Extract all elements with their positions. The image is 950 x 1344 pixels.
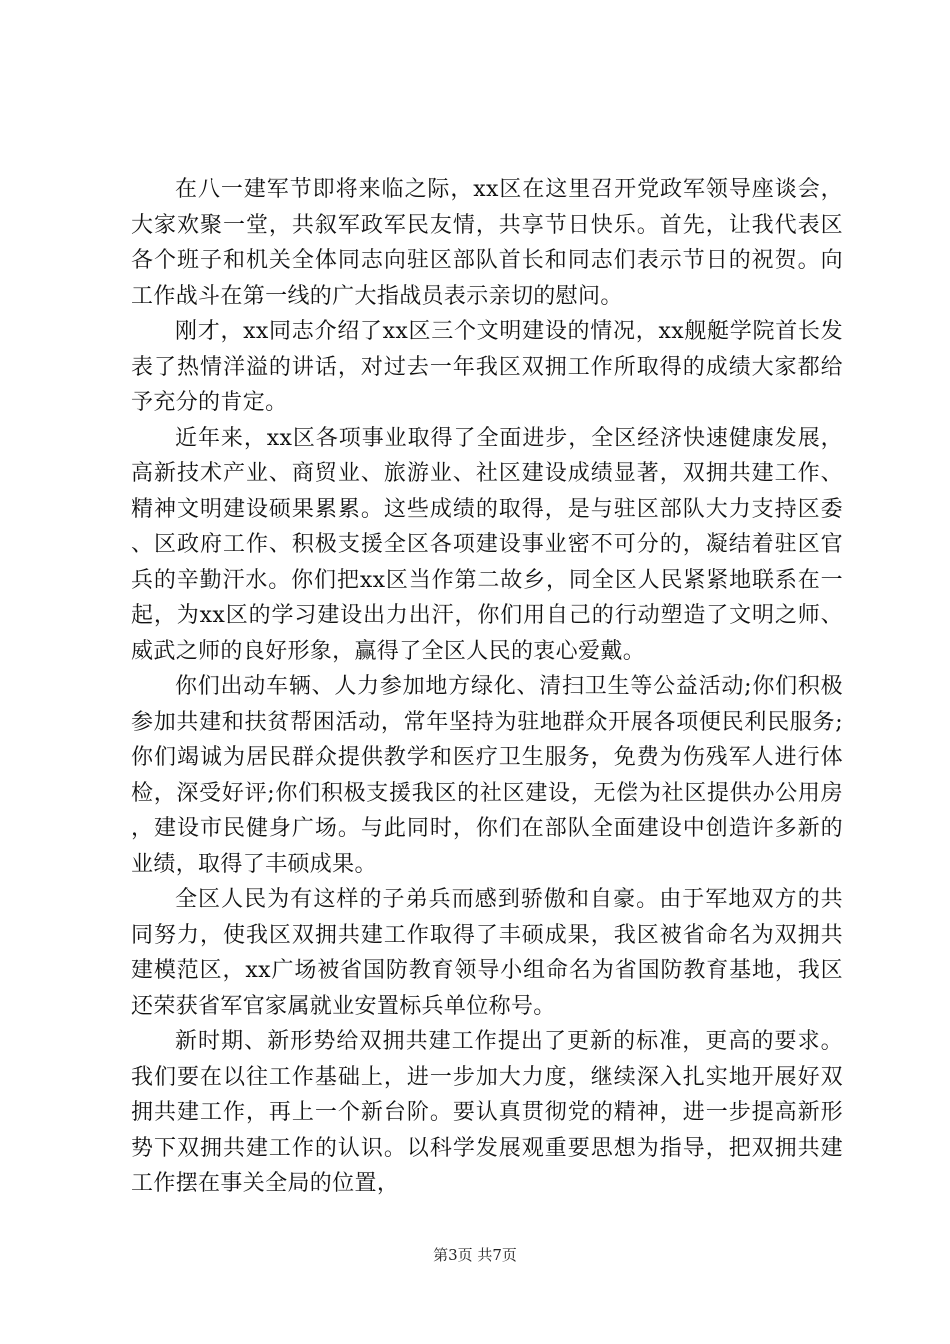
paragraph-5: 全区人民为有这样的子弟兵而感到骄傲和自豪。由于军地双方的共同努力，使我区双拥共建工作取得了丰硕成果，我区被省命名为双拥共建模范区，xx广场被省国防教育领导小组命名为省国防教育基地，我区还荣获省军官家属就业安置标兵单位称号。 [131, 887, 843, 1019]
paragraph-2: 刚才，xx同志介绍了xx区三个文明建设的情况，xx舰艇学院首长发表了热情洋溢的讲话，对过去一年我区双拥工作所取得的成绩大家都给予充分的肯定。 [131, 319, 843, 415]
paragraph-3: 近年来，xx区各项事业取得了全面进步，全区经济快速健康发展，高新技术产业、商贸业、旅游业、社区建设成绩显著，双拥共建工作、精神文明建设硕果累累。这些成绩的取得，是与驻区部队大力支持区委、区政府工作、积极支援全区各项建设事业密不可分的，凝结着驻区官兵的辛勤汗水。你们把xx区当作第二故乡，同全区人民紧紧地联系在一起，为xx区的学习建设出力出汗，你们用自己的行动塑造了文明之师、威武之师的良好形象，赢得了全区人民的衷心爱戴。 [131, 425, 843, 664]
paragraph-1: 在八一建军节即将来临之际，xx区在这里召开党政军领导座谈会，大家欢聚一堂，共叙军政军民友情，共享节日快乐。首先，让我代表区各个班子和机关全体同志向驻区部队首长和同志们表示节日的祝贺。向工作战斗在第一线的广大指战员表示亲切的慰问。 [131, 177, 843, 309]
paragraph-6: 新时期、新形势给双拥共建工作提出了更新的标准，更高的要求。我们要在以往工作基础上，进一步加大力度，继续深入扎实地开展好双拥共建工作，再上一个新台阶。要认真贯彻党的精神，进一步提高新形势下双拥共建工作的认识。以科学发展观重要思想为指导，把双拥共建工作摆在事关全局的位置， [131, 1029, 843, 1196]
document-body [131, 172, 843, 1202]
page-footer: 第3页 共7页 [433, 1246, 517, 1264]
paragraph-4: 你们出动车辆、人力参加地方绿化、清扫卫生等公益活动;你们积极参加共建和扶贫帮困活动，常年坚持为驻地群众开展各项便民利民服务;你们竭诚为居民群众提供教学和医疗卫生服务，免费为伤残军人进行体检，深受好评;你们积极支援我区的社区建设，无偿为社区提供办公用房，建设市民健身广场。与此同时，你们在部队全面建设中创造许多新的业绩，取得了丰硕成果。 [131, 674, 843, 877]
